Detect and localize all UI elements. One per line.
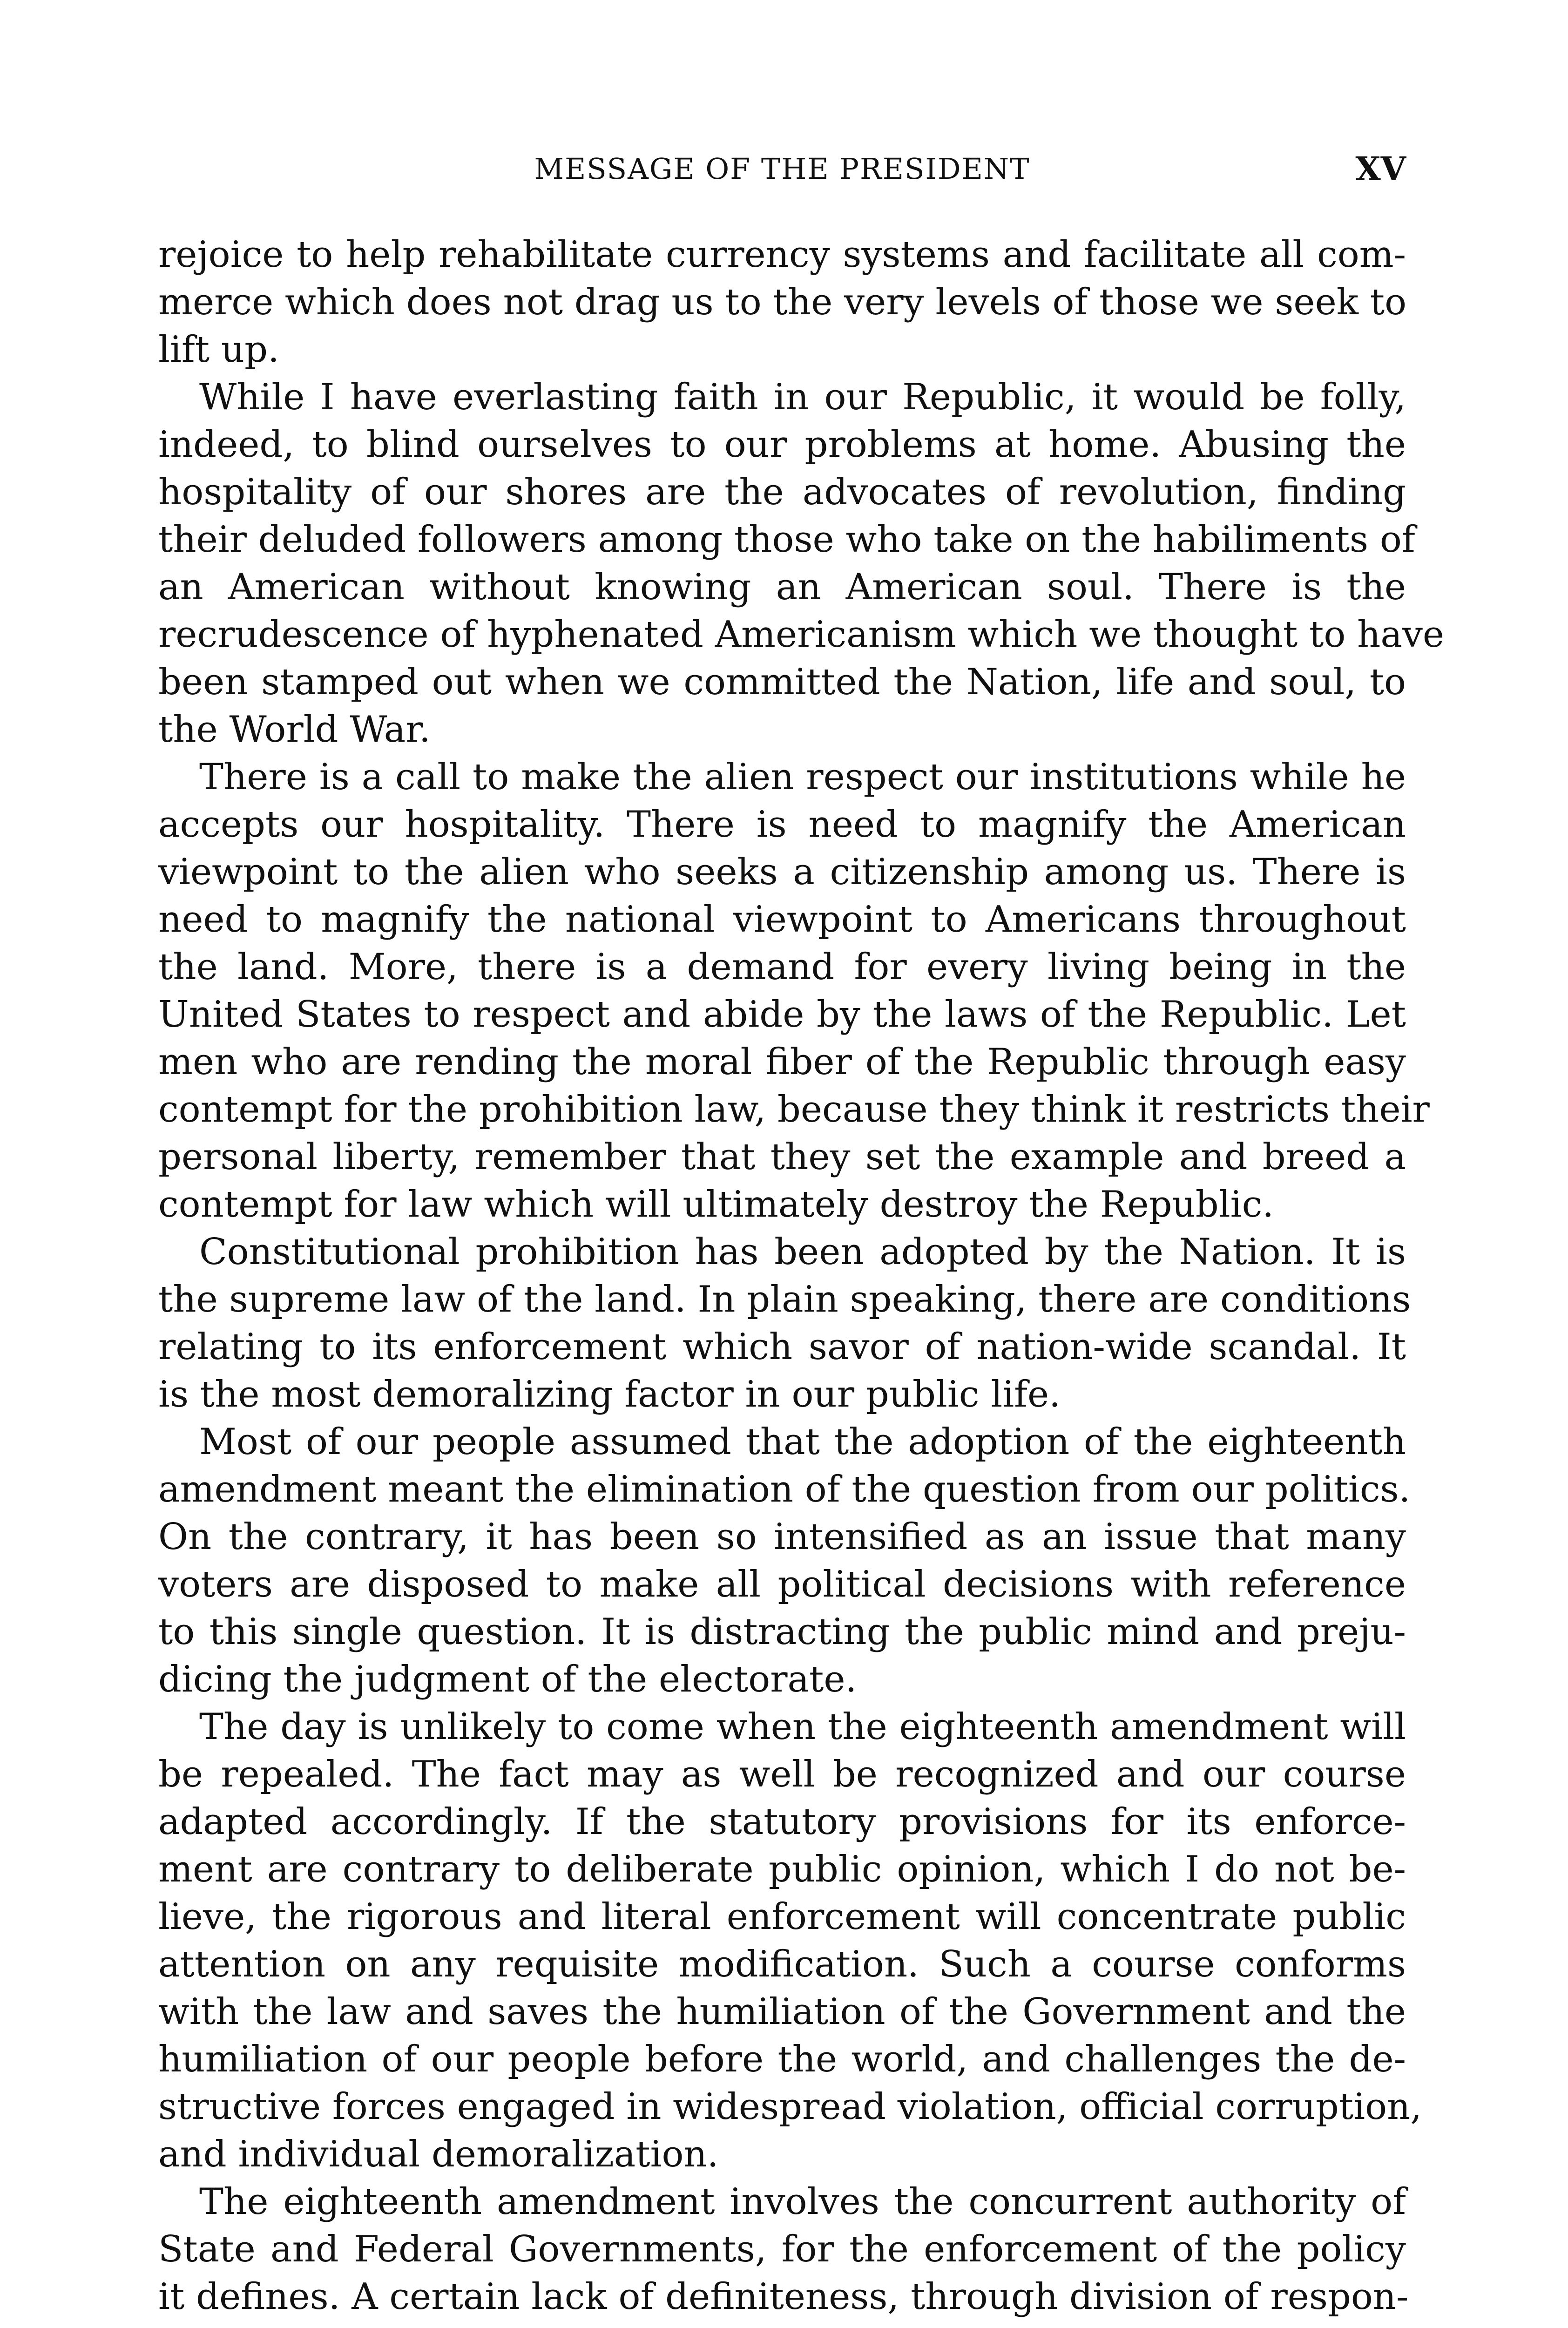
text-line: On the contrary, it has been so intensified as an issue that many [158, 1516, 1406, 1558]
text-line: There is a call to make the alien respect our institutions while he [199, 756, 1406, 798]
text-line: need to magnify the national viewpoint to Americans throughout [158, 899, 1406, 941]
paragraph [158, 753, 1430, 1228]
text-line: accepts our hospitality. There is need to magnify the American [158, 804, 1406, 846]
body-text [158, 231, 1445, 2321]
text-line: adapted accordingly. If the statutory provisions for its enforce- [158, 1801, 1406, 1843]
text-line: lieve, the rigorous and literal enforcement will concentrate public [158, 1896, 1406, 1938]
text-line: been stamped out when we committed the Nation, life and soul, to [158, 661, 1406, 703]
text-line: humiliation of our people before the world, and challenges the de- [158, 2038, 1406, 2080]
text-line: attention on any requisite modification. Such a course conforms [158, 1943, 1406, 1985]
paragraph [158, 1418, 1411, 1703]
paragraph [158, 1228, 1411, 1418]
running-head [158, 148, 1406, 190]
paragraph [158, 2178, 1409, 2321]
text-line: amendment meant the elimination of the question from our politics. [158, 1469, 1411, 1510]
text-line: it defines. A certain lack of definiteness, through division of respon- [158, 2276, 1409, 2318]
text-line: rejoice to help rehabilitate currency systems and facilitate all com- [158, 234, 1406, 276]
text-line: recrudescence of hyphenated Americanism which we thought to have [158, 614, 1445, 656]
text-line: and individual demoralization. [158, 2133, 719, 2175]
text-line: Most of our people assumed that the adoption of the eighteenth [199, 1421, 1406, 1463]
text-line: their deluded followers among those who take on the habiliments of [158, 519, 1415, 561]
text-line: voters are disposed to make all political decisions with reference [158, 1563, 1406, 1605]
text-line: the supreme law of the land. In plain speaking, there are conditions [158, 1279, 1411, 1320]
text-line: merce which does not drag us to the very levels of those we seek to [158, 281, 1407, 323]
text-line: to this single question. It is distracting the public mind and preju- [158, 1611, 1406, 1653]
text-line: State and Federal Governments, for the enforcement of the policy [158, 2228, 1406, 2270]
text-line: be repealed. The fact may as well be recognized and our course [158, 1753, 1406, 1795]
paragraph [158, 231, 1406, 373]
text-line: the World War. [158, 709, 431, 751]
text-line: hospitality of our shores are the advocates of revolution, finding [158, 471, 1406, 513]
text-line: Constitutional prohibition has been adopted by the Nation. It is [199, 1231, 1406, 1273]
paragraph [158, 1703, 1422, 2178]
text-line: with the law and saves the humiliation of the Government and the [158, 1991, 1406, 2033]
text-line: relating to its enforcement which savor of nation-wide scandal. It [158, 1326, 1406, 1368]
text-line: structive forces engaged in widespread violation, official corruption, [158, 2086, 1422, 2128]
text-line: United States to respect and abide by the laws of the Republic. Let [158, 994, 1406, 1035]
paragraph [158, 373, 1445, 753]
text-line: is the most demoralizing factor in our public life. [158, 1374, 1061, 1415]
text-line: indeed, to blind ourselves to our problems at home. Abusing the [158, 424, 1406, 466]
running-title: MESSAGE OF THE PRESIDENT [534, 152, 1030, 186]
text-line: viewpoint to the alien who seeks a citizenship among us. There is [158, 851, 1406, 893]
text-line: contempt for the prohibition law, because they think it restricts their [158, 1089, 1430, 1130]
text-line: The day is unlikely to come when the eighteenth amendment will [199, 1706, 1406, 1748]
text-line: The eighteenth amendment involves the concurrent authority of [199, 2181, 1406, 2223]
text-line: the land. More, there is a demand for every living being in the [158, 946, 1406, 988]
text-line: ment are contrary to deliberate public opinion, which I do not be- [158, 1848, 1406, 1890]
text-line: men who are rending the moral fiber of the Republic through easy [158, 1041, 1406, 1083]
text-line: an American without knowing an American soul. There is the [158, 566, 1406, 608]
text-line: personal liberty, remember that they set the example and breed a [158, 1136, 1406, 1178]
page-number: XV [1355, 149, 1406, 188]
text-line: lift up. [158, 329, 279, 371]
text-line: contempt for law which will ultimately destroy the Republic. [158, 1184, 1274, 1225]
text-line: dicing the judgment of the electorate. [158, 1658, 857, 1700]
text-line: While I have everlasting faith in our Republic, it would be folly, [199, 376, 1406, 418]
